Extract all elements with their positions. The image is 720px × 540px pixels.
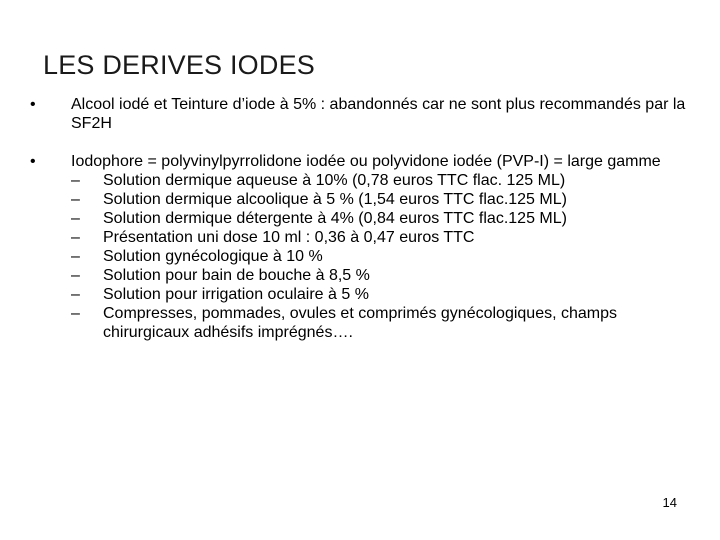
sub-item-text: Solution gynécologique à 10 % xyxy=(103,248,323,265)
sub-item xyxy=(71,285,690,304)
dash-marker: – xyxy=(71,286,80,303)
dash-marker: – xyxy=(71,191,80,208)
sub-item xyxy=(71,190,690,209)
dash-marker: – xyxy=(71,248,80,265)
sub-item-text: Solution pour irrigation oculaire à 5 % xyxy=(103,286,369,303)
dash-marker: – xyxy=(71,305,80,322)
sub-item xyxy=(71,304,690,342)
sub-item-text: Solution dermique détergente à 4% (0,84 euros TTC flac.125 ML) xyxy=(103,210,567,227)
dash-marker: – xyxy=(71,210,80,227)
slide-title: LES DERIVES IODES xyxy=(43,50,315,80)
sub-item-text: Solution dermique aqueuse à 10% (0,78 euros TTC flac. 125 ML) xyxy=(103,172,566,189)
dash-marker: – xyxy=(71,172,80,189)
page-number: 14 xyxy=(662,495,677,510)
sub-item-text: Compresses, pommades, ovules et comprimés gynécologiques, champs chirurgicaux adhésifs imprégnés…. xyxy=(103,305,618,341)
sub-item xyxy=(71,209,690,228)
sub-item xyxy=(71,266,690,285)
bullet-marker: • xyxy=(30,153,36,170)
bullet-alcool-iode xyxy=(30,95,690,133)
sub-list xyxy=(71,171,690,342)
sub-item xyxy=(71,228,690,247)
sub-item xyxy=(71,247,690,266)
dash-marker: – xyxy=(71,229,80,246)
bullet-text: Alcool iodé et Teinture d’iode à 5% : abandonnés car ne sont plus recommandés par la SF2H xyxy=(71,96,686,132)
sub-item-text: Solution pour bain de bouche à 8,5 % xyxy=(103,267,370,284)
bullet-text: Iodophore = polyvinylpyrrolidone iodée ou polyvidone iodée (PVP-I) = large gamme xyxy=(71,153,661,170)
bullet-marker: • xyxy=(30,96,36,113)
sub-item-text: Solution dermique alcoolique à 5 % (1,54 euros TTC flac.125 ML) xyxy=(103,191,567,208)
bullet-iodophore xyxy=(30,152,690,342)
slide-content xyxy=(30,95,690,361)
sub-item-text: Présentation uni dose 10 ml : 0,36 à 0,47 euros TTC xyxy=(103,229,475,246)
sub-item xyxy=(71,171,690,190)
dash-marker: – xyxy=(71,267,80,284)
